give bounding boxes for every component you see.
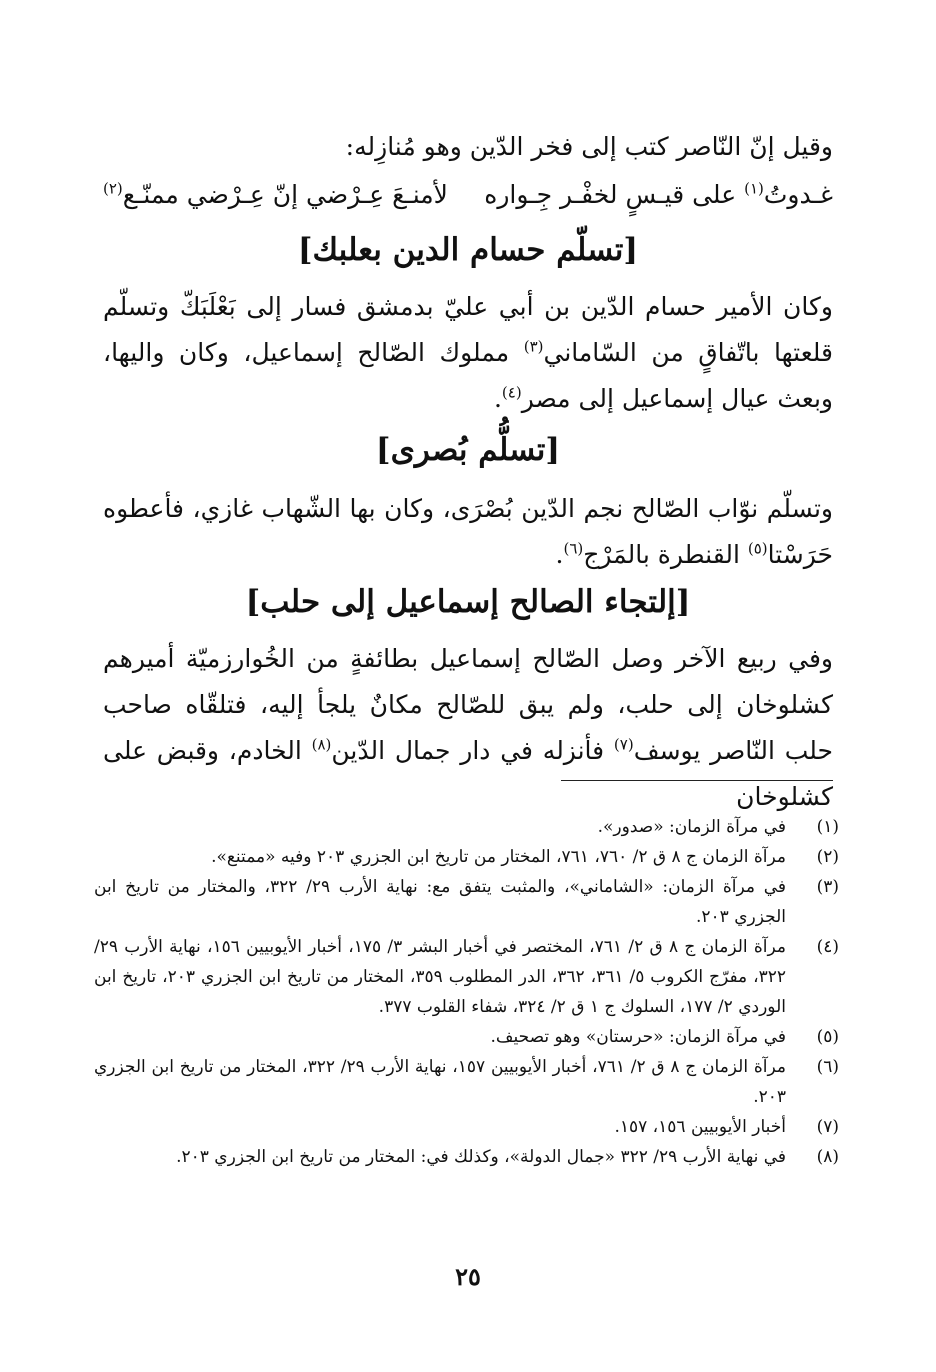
footnote — [94, 932, 839, 1022]
verse-first-word: غـدوتُ — [763, 180, 833, 209]
footnote-text: في مرآة الزمان: «صدور». — [597, 817, 786, 837]
footnote-ref: (١) — [744, 179, 764, 198]
verse-second-hemistich — [103, 172, 448, 218]
footnote — [94, 1052, 839, 1112]
section-heading: [إلتجاء الصالح إسماعيل إلى حلب] — [245, 584, 691, 620]
intro-paragraph: وقيل إنّ النّاصر كتب إلى فخر الدّين وهو مُنازِله: — [345, 132, 833, 161]
section-heading: [تسلُّم بُصرى] — [375, 432, 561, 468]
page-number: ٢٥ — [455, 1262, 481, 1291]
verse-first-rest: على قيـسٍ لخفْـر جِـواره — [484, 180, 745, 209]
footnote-text: في مرآة الزمان: «حرستان» وهو تصحيف. — [490, 1027, 786, 1047]
footnote-number: (٤) — [816, 937, 839, 957]
footnote — [94, 872, 839, 932]
footnote-text: مرآة الزمان ج ٨ ق ٢/ ٧٦١، أخبار الأيوبيين ١٥٧، نهاية الأرب ٢٩/ ٣٢٢، المختار من تاريخ ابن الجزري ٢٠٣. — [94, 1057, 786, 1107]
footnote — [94, 1112, 839, 1142]
section-paragraph: وكان الأمير حسام الدّين بن أبي عليّ بدمشق فسار إلى بَعْلَبَكّ وتسلّم قلعتها باتّفاقٍ من السّاماني$^{(٣)}$ مملوك الصّالح إسماعيل، وكان واليها، وبعث عيال إسماعيل إلى مصر$^{(٤)}$. — [103, 292, 833, 413]
footnote-text: أخبار الأيوبيين ١٥٦، ١٥٧. — [614, 1117, 786, 1137]
footnote-number: (٢) — [816, 847, 839, 867]
footnote — [94, 812, 839, 842]
footnote-number: (٥) — [816, 1027, 839, 1047]
footnote-ref: (٣) — [523, 337, 544, 356]
footnote-ref: (٧) — [613, 735, 634, 754]
section-heading: [تسلّم حسام الدين بعلبك] — [297, 232, 639, 268]
footnote-ref: (٢) — [103, 179, 123, 198]
verse-second-text: لأمنـعَ عِـرْضي إنّ عِـرْضي ممنّـع — [122, 180, 448, 209]
footnote-number: (١) — [816, 817, 839, 837]
footnote-ref: (٦) — [563, 539, 584, 558]
footnotes — [94, 812, 839, 1172]
footnote-text: في مرآة الزمان: «الشاماني»، والمثبت يتفق مع: نهاية الأرب ٢٩/ ٣٢٢، والمختار من تاريخ ابن الجزري ٢٠٣. — [94, 877, 786, 927]
footnote — [94, 1022, 839, 1052]
footnote-text: مرآة الزمان ج ٨ ق ٢/ ٧٦١، المختصر في أخبار البشر ٣/ ١٧٥، أخبار الأيوبيين ١٥٦، نهاية الأرب ٢٩/ ٣٢٢، مفرّج الكروب ٥/ ٣٦١، ٣٦٢، الدر المطلوب ٣٥٩، المختار من تاريخ ابن الجزري ٢٠٣، تاريخ ابن الوردي ٢/ ١٧٧، السلوك ج ١ ق ٢/ ٣٢٤، شفاء القلوب ٣٧٧. — [94, 937, 786, 1017]
footnote-text: مرآة الزمان ج ٨ ق ٢/ ٧٦٠، ٧٦١، المختار من تاريخ ابن الجزري ٢٠٣ وفيه «ممتنع». — [211, 847, 786, 867]
footnote-number: (٧) — [816, 1117, 839, 1137]
footnote-ref: (٨) — [311, 735, 332, 754]
footnote-separator — [561, 780, 833, 781]
section-paragraph: وتسلّم نوّاب الصّالح نجم الدّين بُصْرَى، وكان بها الشّهاب غازي، فأعطوه حَرَسْتا$^{(٥)}$ القنطرة بالمَرْج$^{(٦)}$. — [103, 494, 833, 569]
footnote-ref: (٤) — [501, 383, 522, 402]
footnote-number: (٣) — [816, 877, 839, 897]
verse-first-hemistich — [484, 172, 833, 218]
footnote-text: في نهاية الأرب ٢٩/ ٣٢٢ «جمال الدولة»، وكذلك في: المختار من تاريخ ابن الجزري ٢٠٣. — [176, 1147, 786, 1167]
poetry-verse — [103, 172, 833, 218]
footnote — [94, 842, 839, 872]
footnote-number: (٨) — [816, 1147, 839, 1167]
section-paragraph: وفي ربيع الآخر وصل الصّالح إسماعيل بطائفةٍ من الخُوارزميّة أميرهم كشلوخان إلى حلب، ولم يبق للصّالح مكانٌ يلجأ إليه، فتلقّاه صاحب حلب النّاصر يوسف$^{(٧)}$ فأنزله في دار جمال الدّين$^{(٨)}$ الخادم، وقبض على كشلوخان — [103, 644, 833, 811]
footnote-ref: (٥) — [747, 539, 768, 558]
footnote — [94, 1142, 839, 1172]
footnote-number: (٦) — [816, 1057, 839, 1077]
